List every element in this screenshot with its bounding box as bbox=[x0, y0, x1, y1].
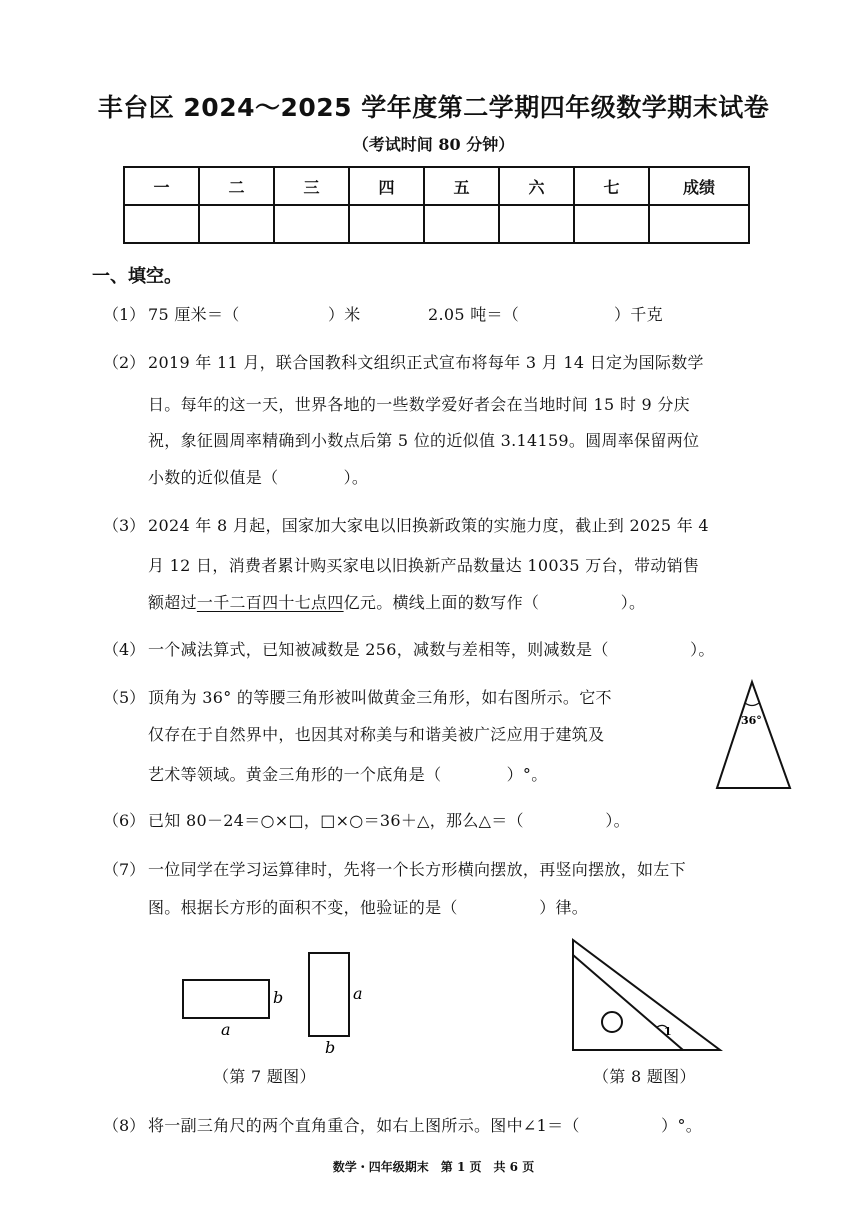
score-entry-cell[interactable] bbox=[274, 205, 349, 243]
q3-line: 月 12 日，消费者累计购买家电以旧换新产品数量达 10035 万台，带动销售 bbox=[148, 556, 700, 575]
score-entry-cell[interactable] bbox=[349, 205, 424, 243]
score-entry-cell[interactable] bbox=[424, 205, 499, 243]
exam-duration: （考试时间 80 分钟） bbox=[352, 135, 515, 154]
question-number: （8） bbox=[103, 1116, 146, 1135]
q2-line: 日。每年的这一天，世界各地的一些数学爱好者会在当地时间 15 时 9 分庆 bbox=[148, 395, 690, 414]
score-header-cell: 成绩 bbox=[649, 167, 749, 205]
vertical-rectangle bbox=[309, 953, 349, 1036]
set-square-45 bbox=[573, 940, 720, 1050]
score-header-cell: 三 bbox=[274, 167, 349, 205]
score-header-cell: 四 bbox=[349, 167, 424, 205]
q2-line: 小数的近似值是（ ）。 bbox=[148, 468, 369, 487]
q4-line: 一个减法算式，已知被减数是 256，减数与差相等，则减数是（ ）。 bbox=[148, 640, 715, 659]
question-number: （1） bbox=[103, 305, 146, 324]
q6-line: 已知 80－24＝○×□，□×○＝36＋△，那么△＝（ ）。 bbox=[148, 811, 630, 830]
page-footer: 数学・四年级期末 第 1 页 共 6 页 bbox=[332, 1160, 535, 1174]
apex-angle-arc bbox=[745, 703, 759, 706]
q7-line: 一位同学在学习运算律时，先将一个长方形横向摆放，再竖向摆放，如左下 bbox=[148, 860, 686, 879]
horizontal-rectangle bbox=[183, 980, 269, 1018]
q7-line: 图。根据长方形的面积不变，他验证的是（ ）律。 bbox=[148, 898, 589, 917]
section-title: 一、填空。 bbox=[92, 266, 182, 287]
q1-part-d: ）千克 bbox=[614, 305, 663, 324]
score-entry-cell[interactable] bbox=[199, 205, 274, 243]
angle-1-label: 1 bbox=[664, 1025, 672, 1038]
q3-line: 2024 年 8 月起，国家加大家电以旧换新政策的实施力度，截止到 2025 年 4 bbox=[148, 516, 709, 535]
page-title: 丰台区 2024～2025 学年度第二学期四年级数学期末试卷 bbox=[97, 93, 770, 122]
rect1-length-label: a bbox=[221, 1020, 231, 1039]
score-header-cell: 七 bbox=[574, 167, 649, 205]
golden-triangle-figure bbox=[715, 680, 795, 790]
question-number: （4） bbox=[103, 640, 146, 659]
q1-part-c: 2.05 吨＝（ bbox=[428, 305, 520, 324]
score-table bbox=[123, 166, 750, 244]
question-number: （7） bbox=[103, 860, 146, 879]
set-square-hole bbox=[602, 1012, 622, 1032]
q1-part-b: ）米 bbox=[328, 305, 361, 324]
q3-text: 额超过 bbox=[148, 593, 197, 612]
rect1-width-label: b bbox=[273, 988, 284, 1007]
q8-set-squares-figure bbox=[565, 935, 730, 1060]
question-number: （2） bbox=[103, 353, 146, 372]
score-header-cell: 五 bbox=[424, 167, 499, 205]
question-number: （3） bbox=[103, 516, 146, 535]
score-entry-cell[interactable] bbox=[124, 205, 199, 243]
q2-line: 祝，象征圆周率精确到小数点后第 5 位的近似值 3.14159。圆周率保留两位 bbox=[148, 431, 700, 450]
score-table-header-row bbox=[124, 167, 749, 205]
score-entry-cell[interactable] bbox=[649, 205, 749, 243]
score-entry-cell[interactable] bbox=[499, 205, 574, 243]
q3-underlined-number: 一千二百四十七点四 bbox=[196, 593, 344, 612]
q3-line bbox=[148, 590, 645, 613]
score-header-cell: 一 bbox=[124, 167, 199, 205]
score-table-entry-row bbox=[124, 205, 749, 243]
rect2-width-label: b bbox=[325, 1038, 336, 1057]
question-number: （6） bbox=[103, 811, 146, 830]
golden-triangle bbox=[717, 682, 790, 788]
q7-figure-caption: （第 7 题图） bbox=[213, 1067, 316, 1086]
q3-text: 亿元。横线上面的数写作（ ）。 bbox=[343, 593, 646, 612]
score-entry-cell[interactable] bbox=[574, 205, 649, 243]
rect2-length-label: a bbox=[353, 984, 363, 1003]
q5-line: 顶角为 36° 的等腰三角形被叫做黄金三角形，如右图所示。它不 bbox=[148, 688, 612, 707]
question-number: （5） bbox=[103, 688, 146, 707]
q1-part-a: 75 厘米＝（ bbox=[148, 305, 240, 324]
q5-line: 艺术等领域。黄金三角形的一个底角是（ ）°。 bbox=[148, 765, 548, 784]
q5-line: 仅存在于自然界中，也因其对称美与和谐美被广泛应用于建筑及 bbox=[148, 725, 605, 744]
score-header-cell: 六 bbox=[499, 167, 574, 205]
q7-rectangles-figure bbox=[175, 945, 375, 1060]
apex-angle-label: 36° bbox=[741, 714, 762, 727]
q8-figure-caption: （第 8 题图） bbox=[593, 1067, 696, 1086]
q8-line: 将一副三角尺的两个直角重合，如右上图所示。图中∠1＝（ ）°。 bbox=[148, 1116, 703, 1135]
q2-line: 2019 年 11 月，联合国教科文组织正式宣布将每年 3 月 14 日定为国际数学 bbox=[148, 353, 704, 372]
score-header-cell: 二 bbox=[199, 167, 274, 205]
